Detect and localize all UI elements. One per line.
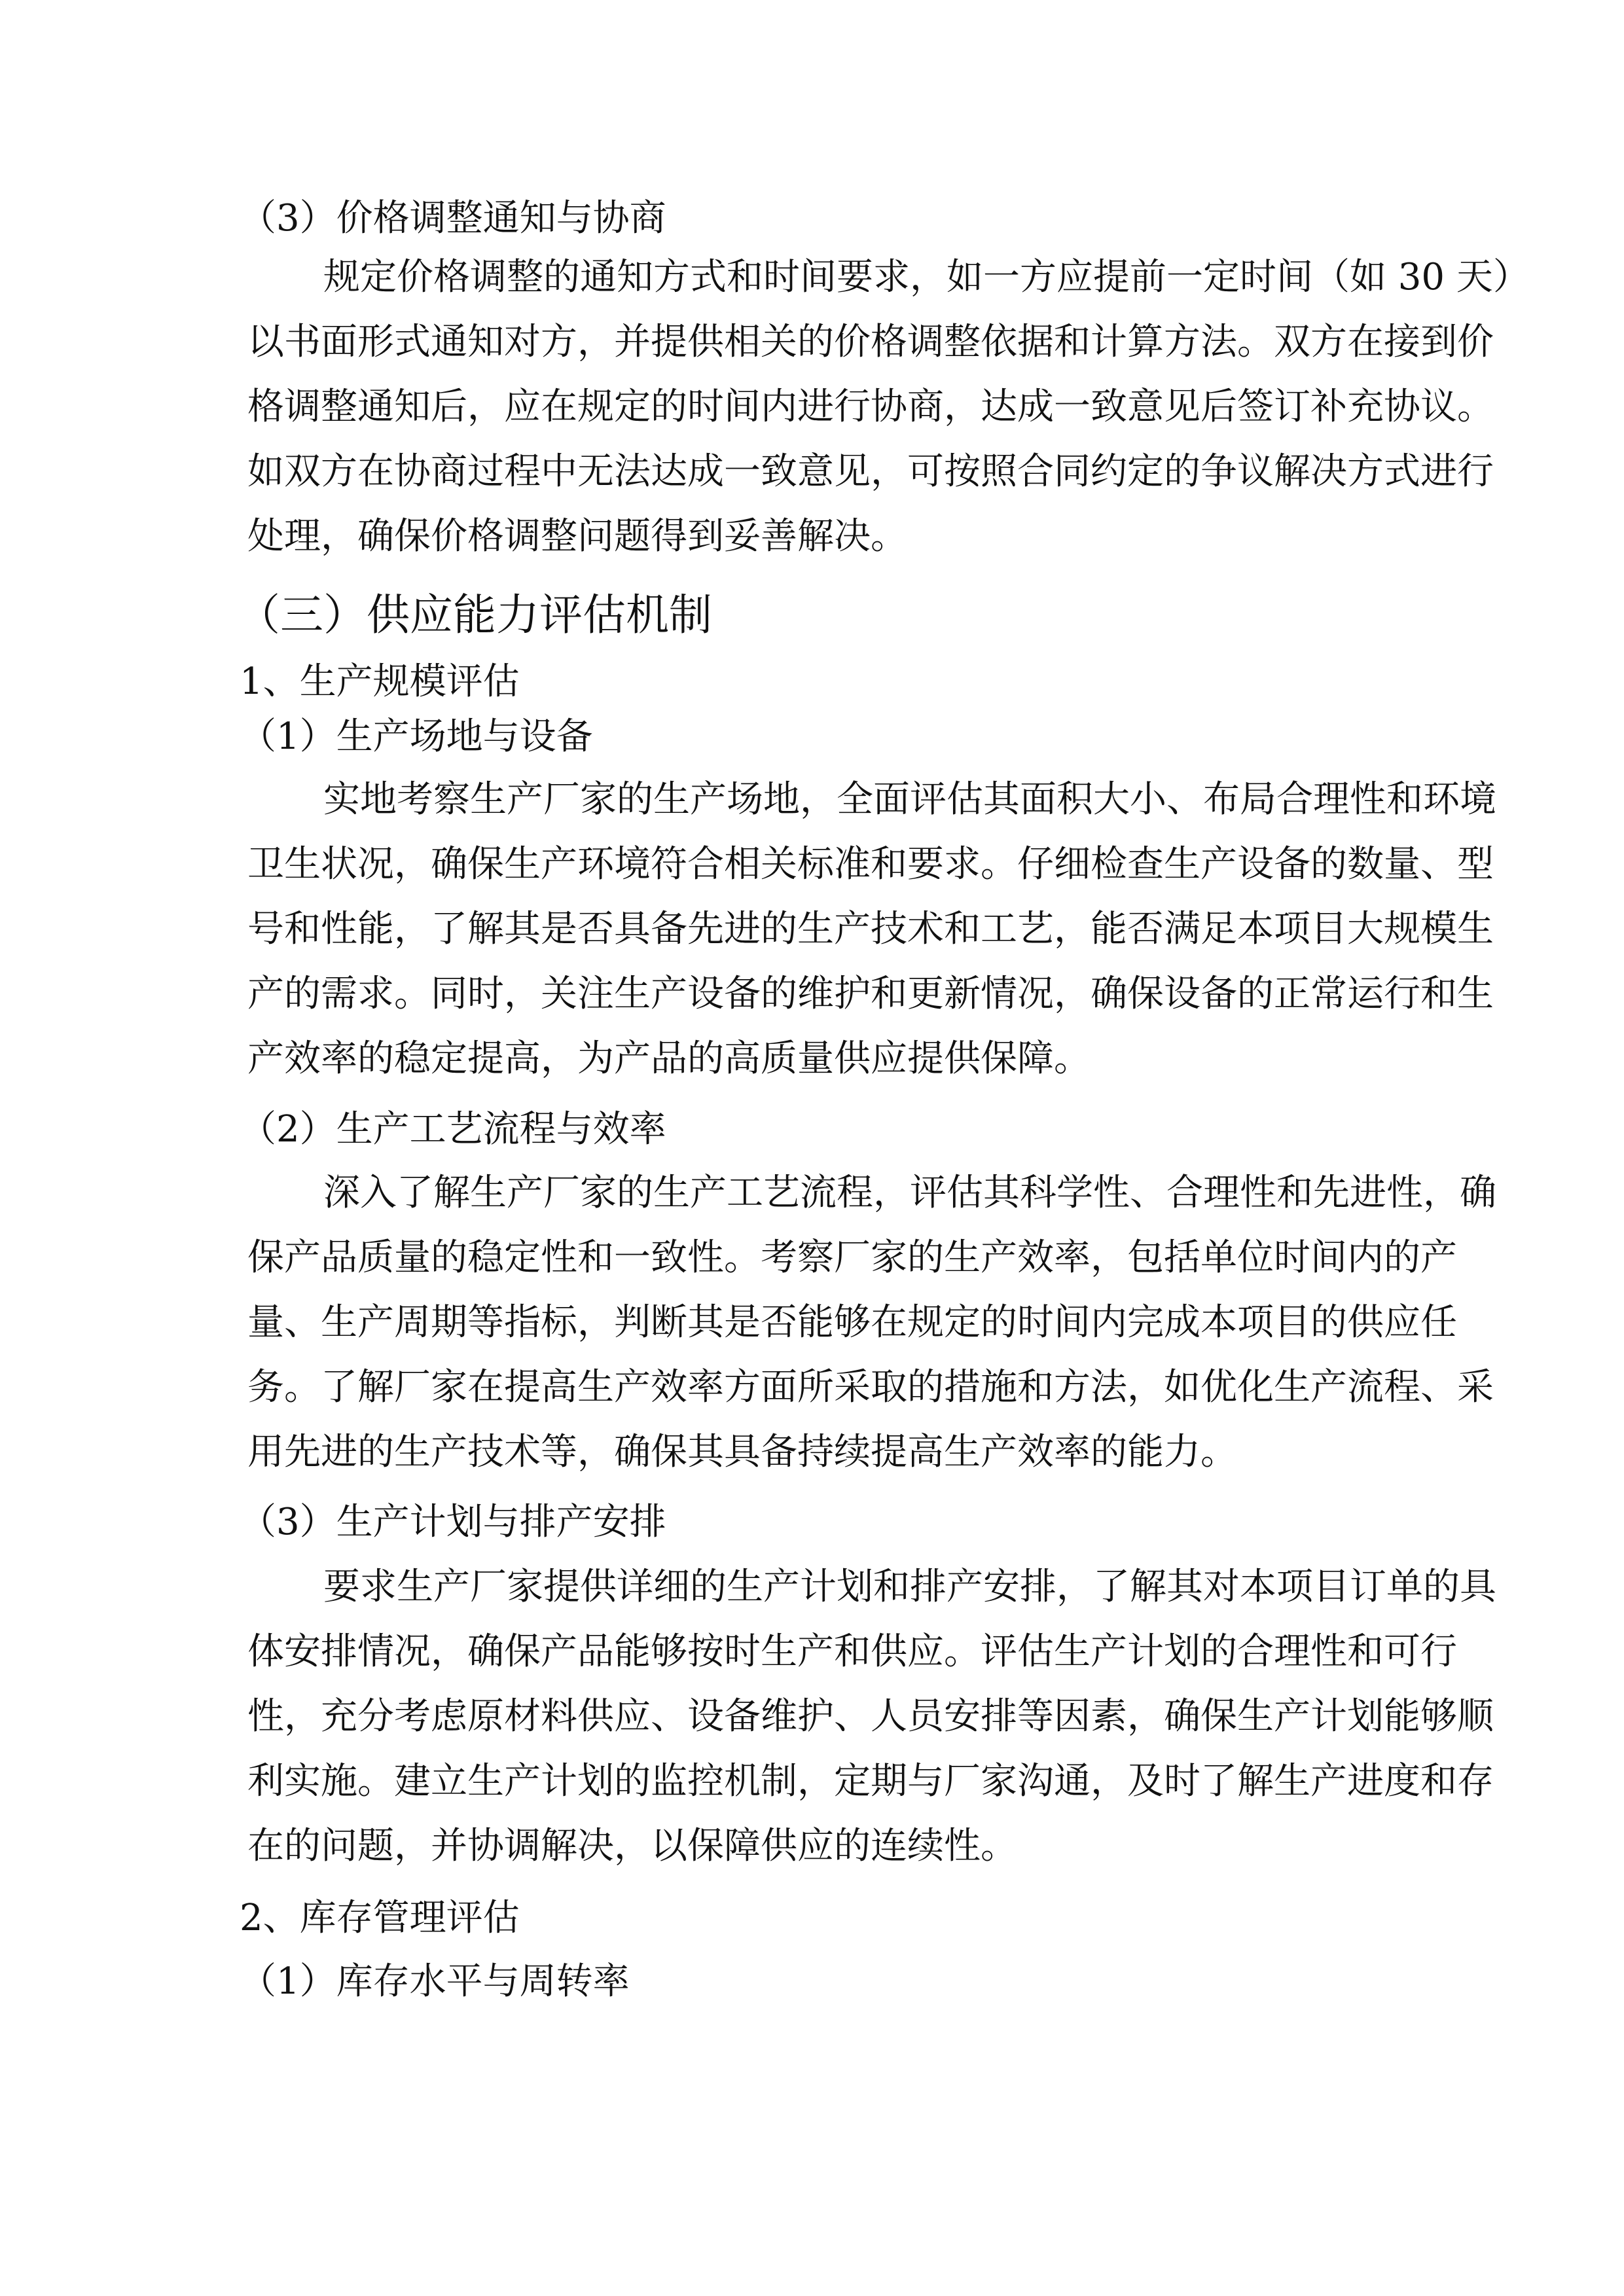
paragraph [247, 245, 1530, 569]
subheading: （3）价格调整通知与协商 [240, 197, 666, 240]
paragraph-line: 产效率的稳定提高，为产品的高质量供应提供保障。 [247, 1037, 1091, 1080]
paragraph-line: 卫生状况，确保生产环境符合相关标准和要求。仔细检查生产设备的数量、型 [247, 843, 1494, 886]
paragraph-line: 实地考察生产厂家的生产场地，全面评估其面积大小、布局合理性和环境 [323, 778, 1496, 821]
paragraph [247, 1554, 1496, 1878]
paragraph-line: 用先进的生产技术等，确保其具备持续提高生产效率的能力。 [247, 1431, 1237, 1473]
paragraph [247, 1160, 1496, 1484]
paragraph-line: 量、生产周期等指标，判断其是否能够在规定的时间内完成本项目的供应任 [247, 1301, 1457, 1344]
paragraph-line: 格调整通知后，应在规定的时间内进行协商，达成一致意见后签订补充协议。 [247, 386, 1494, 428]
paragraph-line: 产的需求。同时，关注生产设备的维护和更新情况，确保设备的正常运行和生 [247, 973, 1494, 1015]
paragraph-line: 体安排情况，确保产品能够按时生产和供应。评估生产计划的合理性和可行 [247, 1630, 1457, 1673]
subheading: 1、生产规模评估 [240, 660, 520, 703]
paragraph-line: 性，充分考虑原材料供应、设备维护、人员安排等因素，确保生产计划能够顺 [247, 1695, 1494, 1738]
paragraph-line: 以书面形式通知对方，并提供相关的价格调整依据和计算方法。双方在接到价 [247, 321, 1494, 363]
paragraph-line: 利实施。建立生产计划的监控机制，定期与厂家沟通，及时了解生产进度和存 [247, 1760, 1494, 1803]
paragraph-line: 在的问题，并协调解决，以保障供应的连续性。 [247, 1825, 1017, 1867]
subheading: （1）库存水平与周转率 [240, 1960, 630, 2003]
paragraph-line: 要求生产厂家提供详细的生产计划和排产安排，了解其对本项目订单的具 [323, 1566, 1496, 1608]
paragraph-line: 保产品质量的稳定性和一致性。考察厂家的生产效率，包括单位时间内的产 [247, 1236, 1457, 1279]
paragraph-line: 号和性能，了解其是否具备先进的生产技术和工艺，能否满足本项目大规模生 [247, 908, 1494, 950]
paragraph-line: 如双方在协商过程中无法达成一致意见，可按照合同约定的争议解决方式进行 [247, 450, 1494, 493]
subheading: （1）生产场地与设备 [240, 715, 593, 758]
subheading: （2）生产工艺流程与效率 [240, 1108, 666, 1151]
subheading: （3）生产计划与排产安排 [240, 1501, 666, 1543]
paragraph-line: 规定价格调整的通知方式和时间要求，如一方应提前一定时间（如 30 天） [323, 256, 1530, 298]
paragraph-line: 深入了解生产厂家的生产工艺流程，评估其科学性、合理性和先进性，确 [323, 1172, 1496, 1214]
paragraph [247, 767, 1496, 1091]
paragraph-line: 处理，确保价格调整问题得到妥善解决。 [247, 515, 907, 558]
subheading: 2、库存管理评估 [240, 1897, 520, 1939]
paragraph-line: 务。了解厂家在提高生产效率方面所采取的措施和方法，如优化生产流程、采 [247, 1366, 1494, 1408]
section-title: （三）供应能力评估机制 [237, 590, 712, 640]
